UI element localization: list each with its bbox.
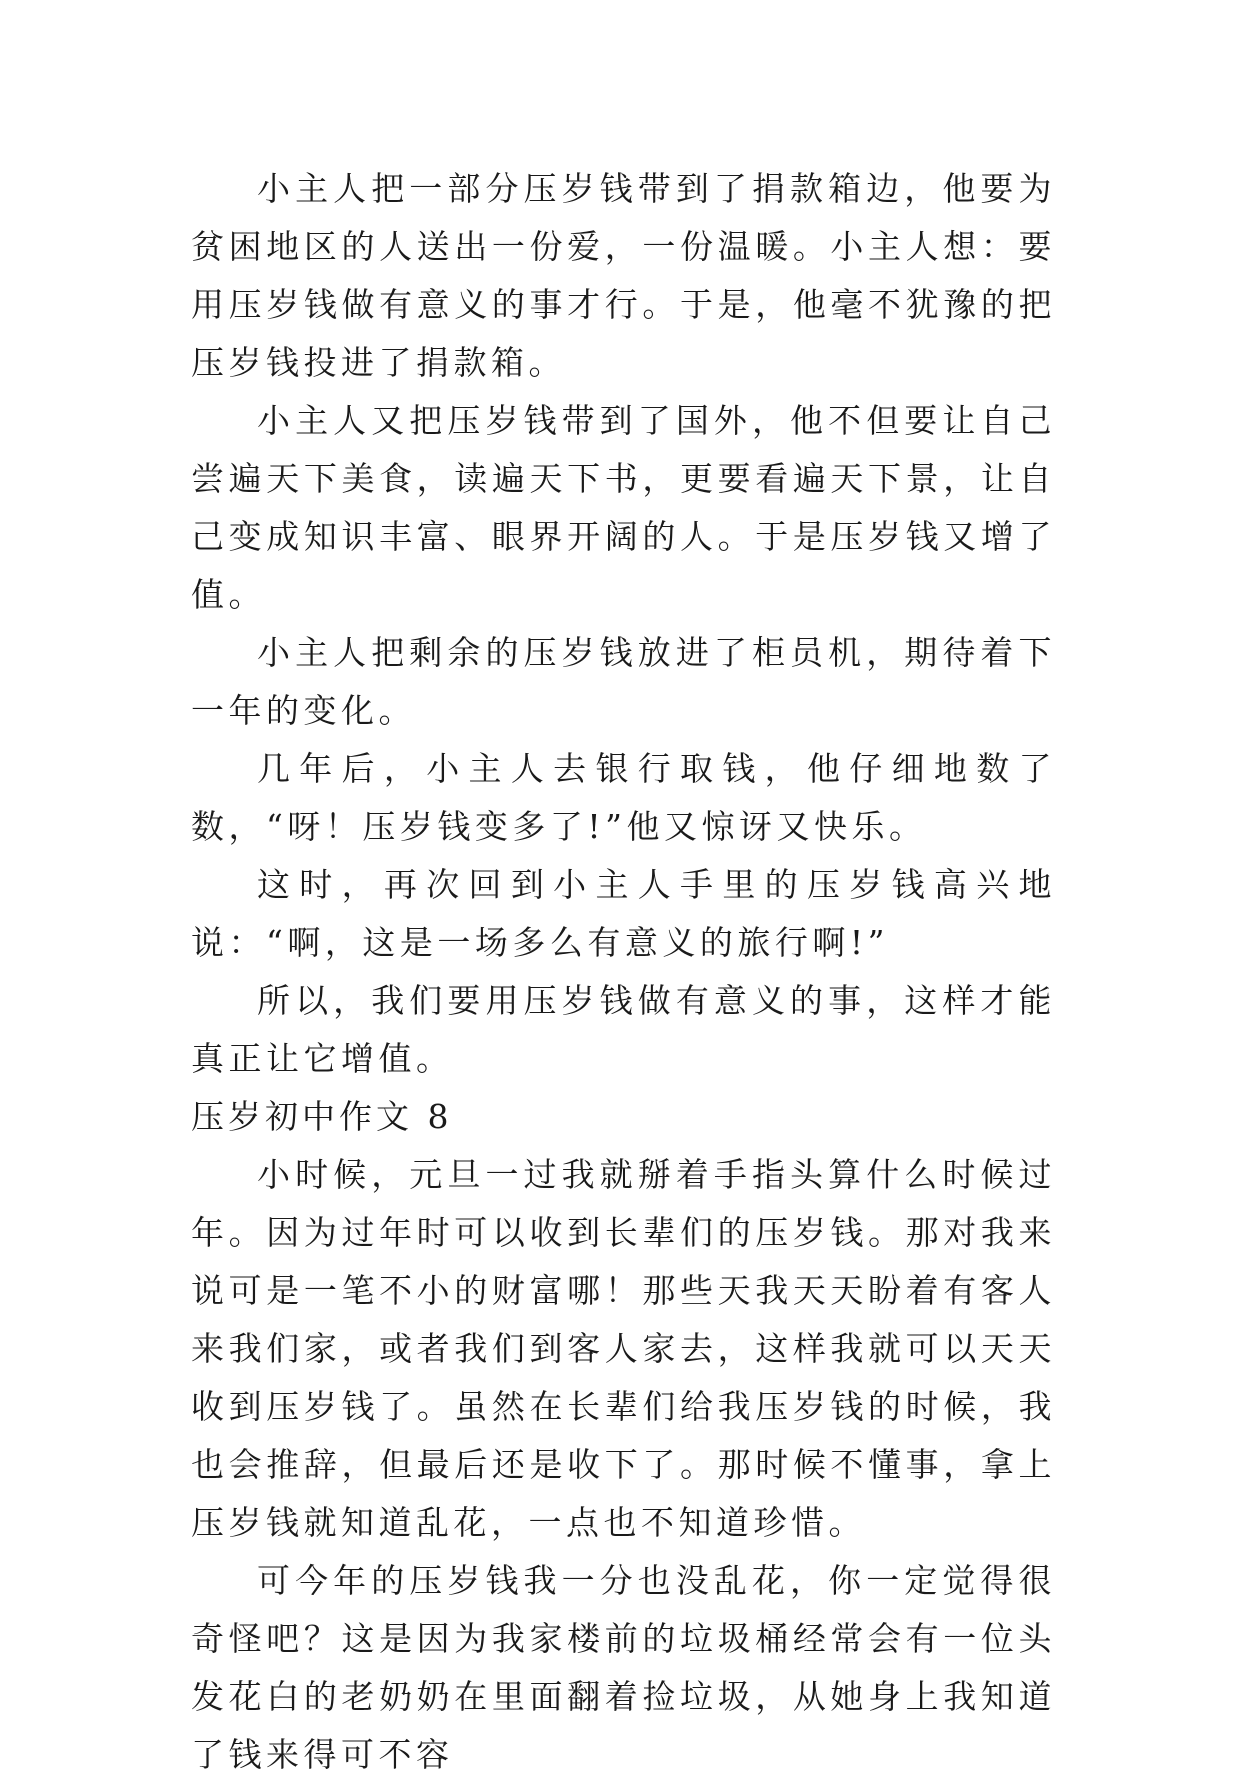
paragraph-abroad-travel: 小主人又把压岁钱带到了国外，他不但要让自己尝遍天下美食，读遍天下书，更要看遍天下景，让自己变成知识丰富、眼界开阔的人。于是压岁钱又增了值。 [191,401,1056,614]
paragraph-conclusion: 所以，我们要用压岁钱做有意义的事，这样才能真正让它增值。 [191,981,1056,1078]
paragraph-childhood: 小时候，元旦一过我就掰着手指头算什么时候过年。因为过年时可以收到长辈们的压岁钱。那对我来说可是一笔不小的财富哪！那些天我天天盼着有客人来我们家，或者我们到客人家去，这样我就可以天天收到压岁钱了。虽然在长辈们给我压岁钱的时候，我也会推辞，但最后还是收下了。那时候不懂事，拿上压岁钱就知道乱花，一点也不知道珍惜。 [191,1155,1056,1542]
paragraph-atm-deposit: 小主人把剩余的压岁钱放进了柜员机，期待着下一年的变化。 [191,633,1056,730]
section-heading: 压岁初中作文 8 [191,1097,453,1136]
paragraph-this-year: 可今年的压岁钱我一分也没乱花，你一定觉得很奇怪吧？这是因为我家楼前的垃圾桶经常会有一位头发花白的老奶奶在里面翻着捡垃圾，从她身上我知道了钱来得可不容 [191,1561,1056,1774]
paragraph-bank-withdrawal: 几年后，小主人去银行取钱，他仔细地数了数，“呀！压岁钱变多了!”他又惊讶又快乐。 [191,749,1056,846]
paragraph-meaningful-trip: 这时，再次回到小主人手里的压岁钱高兴地说：“啊，这是一场多么有意义的旅行啊!” [191,865,1056,962]
paragraph-donation-box: 小主人把一部分压岁钱带到了捐款箱边，他要为贫困地区的人送出一份爱，一份温暖。小主人想：要用压岁钱做有意义的事才行。于是，他毫不犹豫的把压岁钱投进了捐款箱。 [191,169,1056,382]
document-body [191,160,1056,1784]
